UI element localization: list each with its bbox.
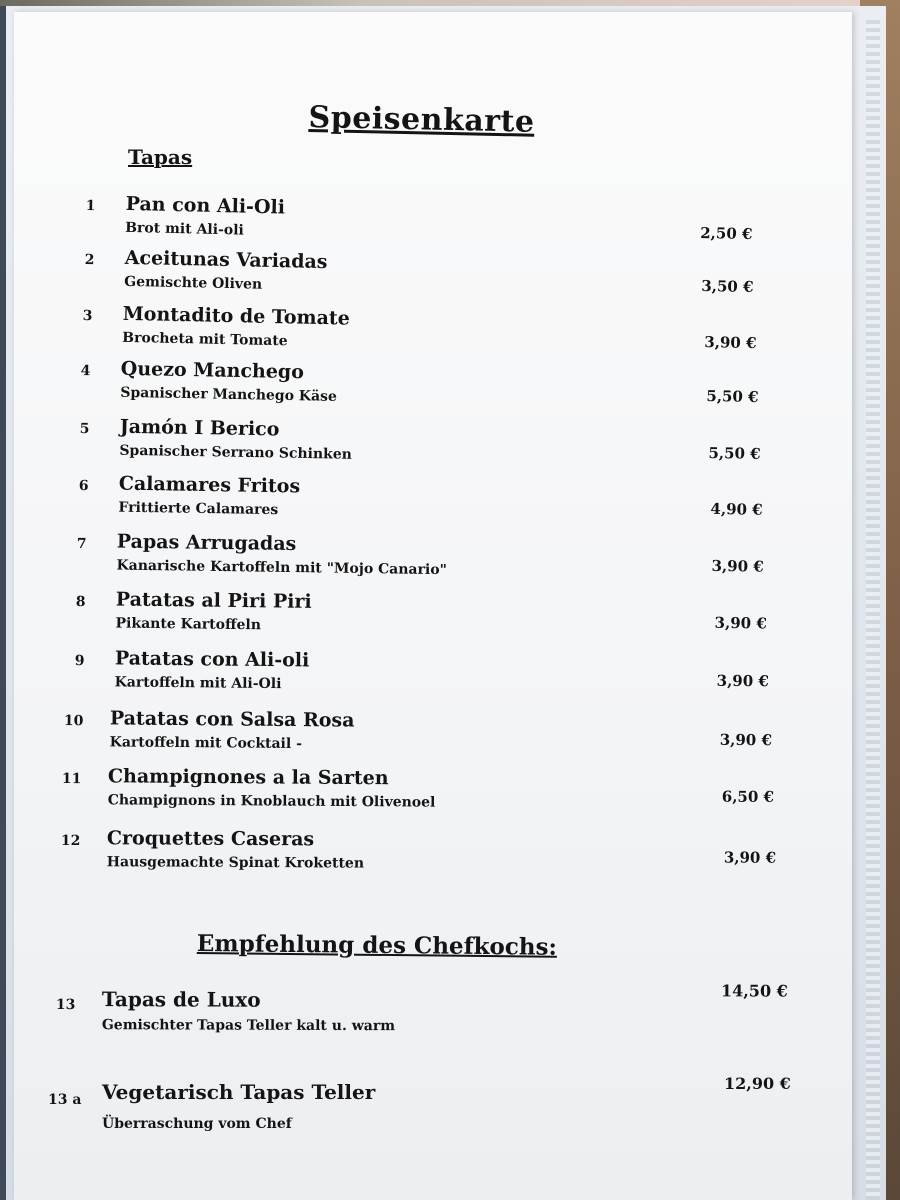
- item-name: Aceitunas Variadas: [124, 246, 328, 274]
- item-price: 5,50 €: [706, 387, 759, 407]
- item-price: 3,90 €: [711, 556, 764, 576]
- item-number: 5: [79, 420, 90, 438]
- item-number: 9: [74, 652, 85, 670]
- item-number: 12: [60, 832, 81, 850]
- item-number: 13 a: [48, 1092, 82, 1108]
- item-name: Patatas al Piri Piri: [115, 588, 312, 613]
- item-description: Hausgemachte Spinat Kroketten: [106, 854, 365, 872]
- item-price: 4,90 €: [710, 499, 763, 519]
- item-number: 13: [55, 996, 76, 1014]
- item-description: Pikante Kartoffeln: [115, 615, 262, 634]
- item-price: 14,50 €: [720, 981, 788, 1001]
- item-description: Spanischer Manchego Käse: [120, 384, 338, 405]
- item-description: Gemischter Tapas Teller kalt u. warm: [101, 1017, 396, 1035]
- item-name: Montadito de Tomate: [122, 302, 351, 330]
- item-description: Gemischte Oliven: [124, 273, 263, 293]
- item-name: Champignones a la Sarten: [107, 765, 389, 790]
- menu-page: [14, 12, 852, 1200]
- page-title: Speisenkarte: [308, 100, 535, 140]
- item-price: 12,90 €: [724, 1074, 791, 1093]
- item-number: 3: [82, 307, 93, 325]
- item-description: Frittierte Calamares: [118, 499, 279, 519]
- item-price: 5,50 €: [708, 443, 761, 463]
- item-name: Tapas de Luxo: [101, 987, 261, 1012]
- section-heading-chef: Empfehlung des Chefkochs:: [196, 930, 558, 961]
- item-name: Jamón I Berico: [119, 415, 280, 441]
- item-name: Quezo Manchego: [120, 357, 305, 384]
- item-description: Überraschung vom Chef: [102, 1116, 292, 1132]
- item-name: Patatas con Ali-oli: [114, 647, 310, 672]
- menu-item: [48, 1074, 828, 1132]
- item-number: 6: [78, 477, 89, 495]
- item-number: 10: [63, 712, 84, 730]
- item-number: 8: [75, 593, 86, 611]
- chef-items: [14, 12, 852, 1200]
- item-name: Croquettes Caseras: [106, 827, 315, 851]
- item-description: Spanischer Serrano Schinken: [119, 442, 353, 463]
- menu-item: [55, 981, 836, 1042]
- item-price: 3,90 €: [719, 730, 773, 750]
- item-description: Kanarische Kartoffeln mit "Mojo Canario": [116, 557, 448, 579]
- item-description: Champignons in Knoblauch mit Olivenoel: [107, 792, 436, 811]
- item-price: 3,90 €: [704, 333, 757, 353]
- item-name: Papas Arrugadas: [116, 530, 297, 556]
- item-number: 2: [84, 251, 95, 269]
- item-price: 2,50 €: [700, 223, 753, 244]
- item-number: 11: [61, 770, 82, 788]
- item-description: Brocheta mit Tomate: [122, 329, 288, 350]
- item-name: Pan con Ali-Oli: [125, 192, 286, 219]
- item-number: 4: [80, 362, 91, 380]
- item-description: Brot mit Ali-oli: [125, 219, 245, 239]
- item-price: 3,90 €: [714, 613, 767, 633]
- item-number: 1: [85, 197, 96, 215]
- item-number: 7: [76, 535, 87, 553]
- item-price: 3,90 €: [716, 671, 769, 691]
- item-name: Calamares Fritos: [118, 472, 301, 498]
- item-description: Kartoffeln mit Ali-Oli: [114, 674, 282, 693]
- item-price: 6,50 €: [721, 787, 775, 806]
- item-price: 3,50 €: [701, 276, 754, 297]
- item-price: 3,90 €: [723, 848, 777, 867]
- item-name: Vegetarisch Tapas Teller: [102, 1080, 376, 1104]
- sleeve-edge: [866, 20, 880, 1200]
- item-name: Patatas con Salsa Rosa: [109, 707, 355, 732]
- item-description: Kartoffeln mit Cocktail -: [109, 734, 302, 753]
- section-heading-tapas: Tapas: [128, 145, 193, 169]
